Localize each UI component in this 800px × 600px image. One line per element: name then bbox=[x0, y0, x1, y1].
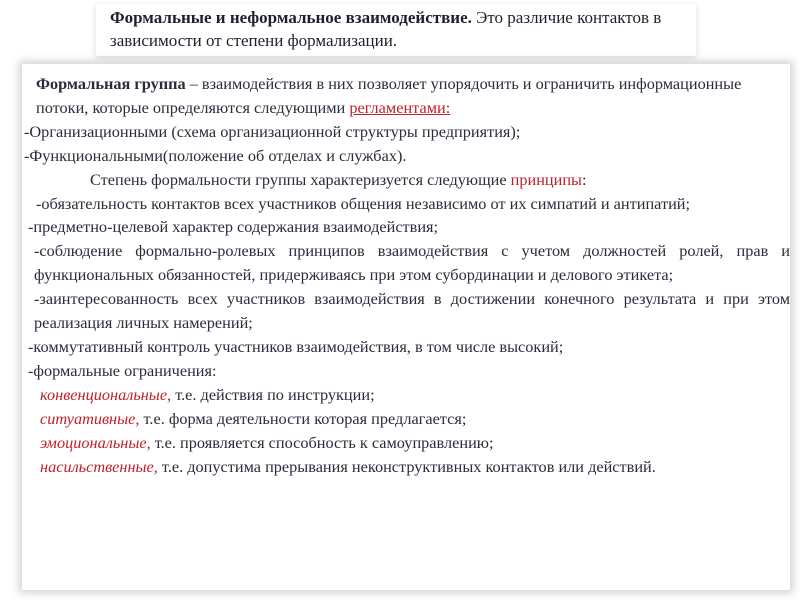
principle-item: -формальные ограничения: bbox=[28, 360, 217, 380]
principle-item: -предметно-целевой характер содержания взаимодействия; bbox=[28, 217, 439, 237]
formal-group-term: Формальная группа bbox=[36, 74, 186, 93]
restriction-item bbox=[30, 455, 790, 479]
principles-word: принципы bbox=[510, 169, 582, 189]
principle-item: -заинтересованность всех участников взаимодействия в достижении конечного результата и при этом реализация личных намерений; bbox=[34, 289, 790, 333]
title-bold: Формальные и неформальное взаимодействие. bbox=[110, 8, 472, 27]
principles-lead bbox=[30, 168, 790, 192]
principle-item: -коммутативный контроль участников взаимодействия, в том числе высокий; bbox=[28, 336, 564, 356]
regulation-item: -Организационными (схема организационной структуры предприятия); bbox=[24, 121, 521, 141]
restriction-term: эмоциональные, bbox=[40, 432, 151, 452]
slide-title bbox=[110, 6, 690, 52]
restriction-item bbox=[30, 383, 790, 407]
restriction-term: ситуативные, bbox=[40, 408, 140, 428]
restriction-term: насильственные, bbox=[40, 456, 158, 476]
principle-item: -обязательность контактов всех участников общения независимо от их симпатий и антипатий; bbox=[36, 193, 691, 213]
restriction-desc: т.е. действия по инструкции; bbox=[171, 384, 375, 404]
restriction-item bbox=[30, 407, 790, 431]
restriction-desc: т.е. допустима прерывания неконструктивных контактов или действий. bbox=[157, 456, 656, 476]
principles-lead-text: Степень формальности группы характеризуется следующие bbox=[90, 169, 511, 189]
principles-lead-end: : bbox=[582, 169, 587, 189]
content-body bbox=[24, 72, 790, 478]
formal-group-intro: – взаимодействия в них позволяет упорядочить и ограничить информационные потоки, которые определяются следующими bbox=[36, 74, 742, 117]
regulation-item: -Функциональными(положение об отделах и службах). bbox=[24, 145, 407, 165]
restriction-desc: т.е. форма деятельности которая предлагается; bbox=[139, 408, 467, 428]
formal-group-paragraph bbox=[30, 72, 790, 120]
regulations-word: регламентами: bbox=[349, 97, 451, 117]
principle-item: -соблюдение формально-ролевых принципов взаимодействия с учетом должностей ролей, прав и функциональных обязанностей, придерживаясь при этом субординации и делового этикета; bbox=[34, 241, 790, 285]
restriction-desc: т.е. проявляется способность к самоуправлению; bbox=[150, 432, 494, 452]
restriction-term: конвенциональные, bbox=[40, 384, 172, 404]
title-rest: Это различие контактов в зависимости от степени формализации. bbox=[110, 8, 662, 50]
restriction-item bbox=[30, 431, 790, 455]
